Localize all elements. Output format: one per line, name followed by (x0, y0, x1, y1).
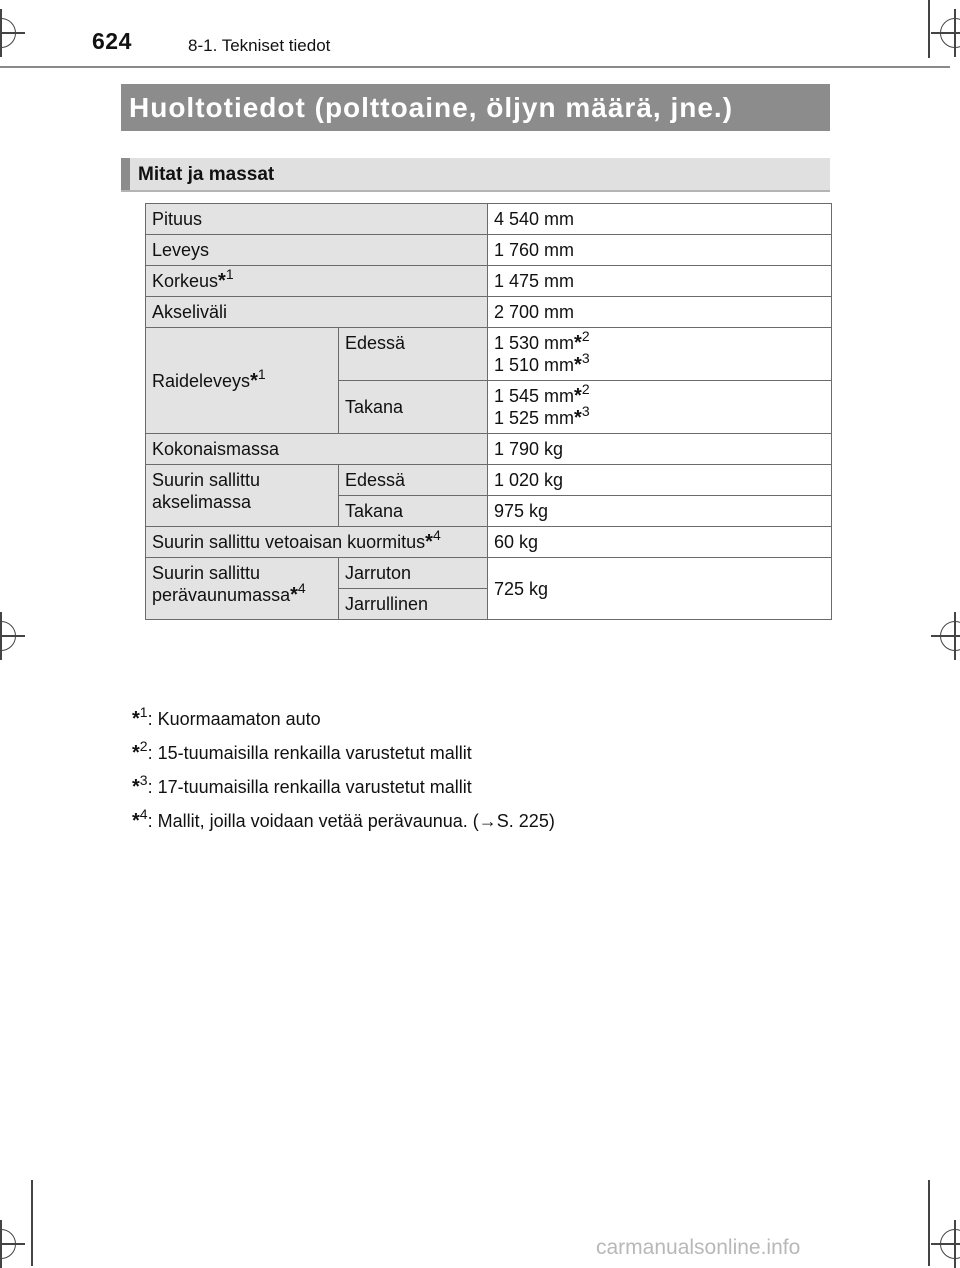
footnote-star: * (574, 332, 582, 354)
crop-mark-icon (940, 18, 960, 48)
footnote-star: * (574, 407, 582, 429)
gross-mass-value: 1 790 kg (488, 434, 832, 465)
footnote-number: 4 (139, 806, 148, 822)
section-header (121, 158, 830, 192)
footnote (132, 772, 555, 806)
footnote-ref: 3 (581, 350, 590, 366)
footnote-number: 1 (139, 704, 148, 720)
footnote-text: : 15-tuumaisilla renkailla varustetut mallit (147, 743, 472, 763)
height-value: 1 475 mm (488, 266, 832, 297)
width-label: Leveys (146, 235, 488, 266)
track-front-value-b: 1 510 mm (494, 355, 575, 375)
axle-mass-label-line1: Suurin sallittu (152, 470, 261, 490)
length-value: 4 540 mm (488, 204, 832, 235)
track-front-label: Edessä (339, 328, 488, 381)
track-rear-label: Takana (339, 381, 488, 434)
footnote-ref: 3 (581, 403, 590, 419)
trim-line (928, 0, 930, 58)
footnote-star: * (132, 776, 140, 798)
page-number: 624 (92, 28, 132, 54)
track-rear-values (488, 381, 832, 434)
footnote-star: * (425, 531, 433, 553)
footnote-star: * (132, 708, 140, 730)
footnote-ref: 4 (297, 580, 306, 596)
footnote-number: 2 (139, 738, 148, 754)
crop-mark-icon (0, 18, 16, 48)
trailer-mass-value: 725 kg (488, 558, 832, 620)
table-row (146, 297, 832, 328)
table-row (146, 465, 832, 496)
footnote-star: * (132, 810, 140, 832)
chapter-title: 8-1. Tekniset tiedot (188, 36, 331, 55)
axle-front-label: Edessä (339, 465, 488, 496)
trailer-mass-label-line2: perävaunumassa (152, 585, 291, 605)
braked-label: Jarrullinen (339, 589, 488, 620)
wheelbase-value: 2 700 mm (488, 297, 832, 328)
axle-rear-label: Takana (339, 496, 488, 527)
table-row (146, 266, 832, 297)
length-label: Pituus (146, 204, 488, 235)
axle-front-value: 1 020 kg (488, 465, 832, 496)
footnote-number: 3 (139, 772, 148, 788)
footnote-star: * (250, 369, 258, 392)
footnote (132, 704, 555, 738)
track-front-values (488, 328, 832, 381)
main-banner-title: Huoltotiedot (polttoaine, öljyn määrä, jne.) (121, 84, 830, 131)
watermark: carmanualsonline.info (596, 1236, 801, 1259)
table-row (146, 328, 832, 381)
hitch-load-cell (146, 527, 488, 558)
table-row (146, 204, 832, 235)
section-accent (121, 158, 130, 190)
table-row (146, 434, 832, 465)
height-label: Korkeus (152, 271, 219, 291)
footnote-star: * (132, 742, 140, 764)
trim-line (31, 1180, 33, 1266)
track-rear-value-a: 1 545 mm (494, 386, 575, 406)
height-cell (146, 266, 488, 297)
unbraked-label: Jarruton (339, 558, 488, 589)
footnote-star: * (290, 584, 298, 606)
footnote-text: : Mallit, joilla voidaan vetää perävaunua. (→S. 225) (147, 811, 555, 831)
crop-mark-icon (940, 621, 960, 651)
footnote-ref: 1 (225, 266, 234, 282)
footnote-ref: 2 (581, 328, 590, 344)
footnote (132, 738, 555, 772)
footnote-star: * (574, 354, 582, 376)
trailer-mass-cell (146, 558, 339, 620)
footnotes (132, 704, 555, 840)
track-rear-value-b: 1 525 mm (494, 408, 575, 428)
table-row (146, 235, 832, 266)
trim-line (928, 1180, 930, 1266)
trailer-mass-label-line1: Suurin sallittu (152, 563, 261, 583)
footnote-text: : Kuormaamaton auto (147, 709, 321, 729)
axle-mass-label-line2: akselimassa (152, 492, 252, 512)
wheelbase-label: Akseliväli (146, 297, 488, 328)
gross-mass-label: Kokonaismassa (146, 434, 488, 465)
footnote-ref: 2 (581, 381, 590, 397)
section-title: Mitat ja massat (138, 164, 275, 185)
track-front-value-a: 1 530 mm (494, 333, 575, 353)
footnote-text: : 17-tuumaisilla renkailla varustetut mallit (147, 777, 472, 797)
hitch-load-label: Suurin sallittu vetoaisan kuormitus (152, 532, 426, 552)
footnote (132, 806, 555, 840)
footnote-star: * (218, 270, 226, 292)
axle-rear-value: 975 kg (488, 496, 832, 527)
header-rule (0, 66, 950, 68)
crop-mark-icon (940, 1229, 960, 1259)
footnote-ref: 1 (257, 365, 266, 382)
table-row (146, 527, 832, 558)
dimensions-table (145, 203, 832, 620)
track-cell (146, 328, 339, 434)
track-label: Raideleveys (152, 370, 251, 391)
crop-mark-icon (0, 621, 16, 651)
axle-mass-cell (146, 465, 339, 527)
table-row (146, 558, 832, 589)
footnote-ref: 4 (432, 527, 441, 543)
hitch-load-value: 60 kg (488, 527, 832, 558)
crop-mark-icon (0, 1229, 16, 1259)
width-value: 1 760 mm (488, 235, 832, 266)
footnote-star: * (574, 385, 582, 407)
